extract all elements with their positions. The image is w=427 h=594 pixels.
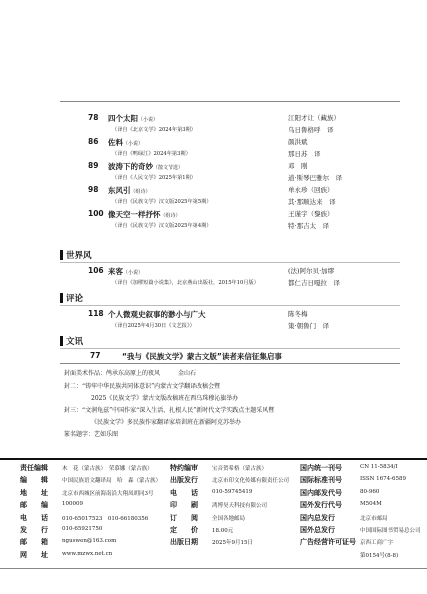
colophon-label: 网 址	[20, 550, 48, 559]
colophon-value: 木 花（蒙古族） 荣慕娜（蒙古族）	[62, 466, 153, 472]
cover-credit: 封面美术作品：鸬承东高原上的夜风 金山石	[64, 370, 197, 377]
colophon-value: 鸿博昊天科技有限公司	[212, 503, 268, 510]
colophon-label: 国内邮发代号	[300, 488, 342, 497]
entry-genre: （小说）	[123, 270, 144, 276]
colophon-value: 100009	[62, 501, 83, 508]
colophon-label: 发 行	[20, 526, 48, 534]
colophon-value: 第0154号(8-8)	[360, 552, 399, 559]
entry-translator: 道·斯琴巴雅尔 译	[288, 174, 343, 182]
entry-author: 邓 刚	[288, 162, 308, 170]
entry-title	[108, 185, 151, 196]
entry-page-number: 98	[88, 185, 99, 194]
entry-title-text: 佐料	[108, 138, 123, 147]
colophon-label: 国内统一刊号	[300, 464, 342, 472]
colophon-label: 订 阅	[170, 513, 198, 522]
entry-page-number: 106	[88, 266, 104, 275]
entry-author: (法)阿尔贝·加缪	[288, 267, 335, 275]
section-bar	[60, 336, 63, 346]
entry-title	[108, 209, 181, 220]
colophon-value: 010-59745419	[212, 488, 253, 495]
colophon-value: M504M	[360, 501, 382, 508]
entry-title	[108, 266, 143, 277]
entry-translator: 策·朝鲁门 译	[288, 322, 330, 330]
colophon-bottom-rule	[0, 568, 427, 569]
entry-source: （译自2025年4月30日《文艺报》）	[112, 323, 195, 329]
entry-title-text: 个人微观史叙事的渺小与广大	[108, 310, 206, 319]
entry-title	[108, 113, 158, 124]
colophon-label: 国外发行代号	[300, 501, 342, 510]
section-rule	[60, 262, 400, 263]
entry-translator: 那日苏 译	[288, 150, 321, 158]
entry-translator: 特·那吉太 译	[288, 222, 330, 230]
art-credit: 篆名题字：艺如乐图	[64, 431, 119, 438]
entry-genre: （散文节选）	[153, 165, 184, 171]
entry-page-number: 78	[88, 113, 99, 122]
entry-title-text: 东风引	[108, 186, 131, 195]
colophon-value: 18.00元	[212, 528, 234, 534]
entry-source: （译自《北京文学》2024年第3期）	[112, 127, 196, 133]
colophon-label: 特约编审	[170, 464, 198, 472]
notes-rule	[60, 363, 400, 364]
colophon-value: 北京市西城区前海南沿大翔凤胡同3号	[62, 490, 154, 497]
inner-cover-3-line1: 封三：“文润龟兹”中国作家“深入生活、扎根人民”新时代文学实践点主题采风暨	[64, 407, 275, 414]
inner-cover-2-line1: 封二：“铸牢中华民族共同体意识”内蒙古文学翻译改稿会暨	[64, 383, 221, 390]
entry-author: 王谨宇（黎族）	[288, 210, 334, 218]
entry-author: 江阳才让（藏族）	[288, 114, 340, 122]
colophon-label: 电 话	[20, 513, 48, 522]
entry-title-text: 来客	[108, 267, 123, 276]
entry-source: （译自《人民文学》2025年第1期）	[112, 175, 196, 181]
entry-page-number: 100	[88, 209, 104, 218]
top-rule	[60, 101, 400, 102]
colophon-label: 国外总发行	[300, 526, 335, 534]
colophon-value: ISSN 1674-6589	[360, 476, 407, 483]
news-title: “我与《民族文学》蒙古文版”读者来信征集启事	[122, 352, 282, 361]
entry-source: （译自《民族文学》汉文版2025年第4期）	[112, 223, 212, 229]
colophon-value: 北京市邮局	[360, 515, 388, 522]
colophon-label: 邮 编	[20, 501, 48, 510]
section-bar	[60, 293, 63, 303]
section-bar	[60, 250, 63, 260]
news-page-number: 77	[90, 351, 101, 360]
entry-genre: （组诗）	[130, 189, 151, 195]
entry-page-number: 118	[88, 309, 104, 318]
inner-cover-2-line2: 2025《民族文学》蒙古文版改稿班在西乌珠穆沁旗举办	[91, 395, 239, 402]
entry-title	[108, 137, 143, 148]
entry-source: （译自《加缪短篇小说集》，北京燕山出版社，2015年10月版）	[112, 280, 259, 286]
colophon-value: 全国各地邮局	[212, 515, 246, 522]
colophon-label: 编 辑	[20, 476, 48, 485]
colophon-value: 京西工商广字	[360, 540, 394, 547]
section-rule	[60, 348, 400, 349]
entry-genre: （组诗）	[160, 213, 181, 219]
section-news-label: 文讯	[66, 337, 84, 347]
entry-source: （译自《民族文学》汉文版2025年第5期）	[112, 199, 212, 205]
colophon-label: 国际标准刊号	[300, 476, 342, 485]
entry-source: （译自《鸭绿江》2024年第3期）	[112, 151, 191, 157]
section-rule	[60, 305, 400, 306]
colophon-label: 电 话	[170, 488, 198, 497]
entry-translator: 都仁吉日嘎拉 译	[288, 279, 340, 287]
entry-page-number: 89	[88, 161, 99, 170]
entry-title-text: 像天空一样抒怀	[108, 210, 161, 219]
colophon-label: 印 刷	[170, 501, 198, 510]
entry-title-text: 四个太阳	[108, 114, 138, 123]
section-review-label: 评论	[66, 294, 84, 304]
colophon-label: 地 址	[20, 488, 48, 497]
entry-translator: 乌日鲁格呼 译	[288, 126, 334, 134]
entry-title	[108, 309, 206, 320]
colophon-label: 出版发行	[170, 476, 198, 485]
entry-author: 单永珍（回族）	[288, 186, 334, 194]
colophon-value: 010-65921750	[62, 526, 103, 532]
colophon-value: 北京市印文化传媒有限责任公司	[212, 478, 290, 485]
colophon-label: 广告经营许可证号	[300, 538, 356, 547]
colophon-label: 国内总发行	[300, 513, 335, 522]
entry-page-number: 86	[88, 137, 99, 146]
colophon-value: CN 11-5834/I	[360, 464, 398, 470]
colophon-value: 宝音贺希格（蒙古族）	[212, 466, 268, 472]
entry-title	[108, 161, 183, 172]
colophon-label: 邮 箱	[20, 538, 48, 547]
inner-cover-3-line2: 《民族文学》多民族作家翻译家培训班在新疆阿克苏举办	[91, 419, 242, 426]
colophon-label: 出版日期	[170, 538, 198, 547]
colophon-top-rule	[0, 458, 427, 460]
section-world-label: 世界风	[66, 251, 92, 261]
colophon-value: nguswen@163.com	[62, 538, 117, 545]
entry-translator: 其·那顺达来 译	[288, 198, 336, 206]
colophon-value: 2025年9月15日	[212, 540, 253, 547]
colophon-value: 010-65017523 010-66180356	[62, 515, 149, 522]
entry-author: 陈冬梅	[288, 310, 308, 318]
entry-genre: （小说）	[138, 117, 159, 123]
colophon-value: 中国民族语文翻译局 哈 森（蒙古族）	[62, 478, 162, 485]
entry-author: 颜洪斌	[288, 138, 308, 146]
entry-genre: （小说）	[123, 141, 144, 147]
colophon-value: www.mzwx.net.cn	[62, 550, 113, 557]
colophon-value: 中国国际图书贸易总公司	[360, 528, 421, 534]
entry-title-text: 波涛下的奇妙	[108, 162, 153, 171]
colophon-label: 定 价	[170, 526, 198, 534]
colophon-value: 80-960	[360, 488, 380, 495]
colophon-label: 责任编辑	[20, 464, 48, 472]
